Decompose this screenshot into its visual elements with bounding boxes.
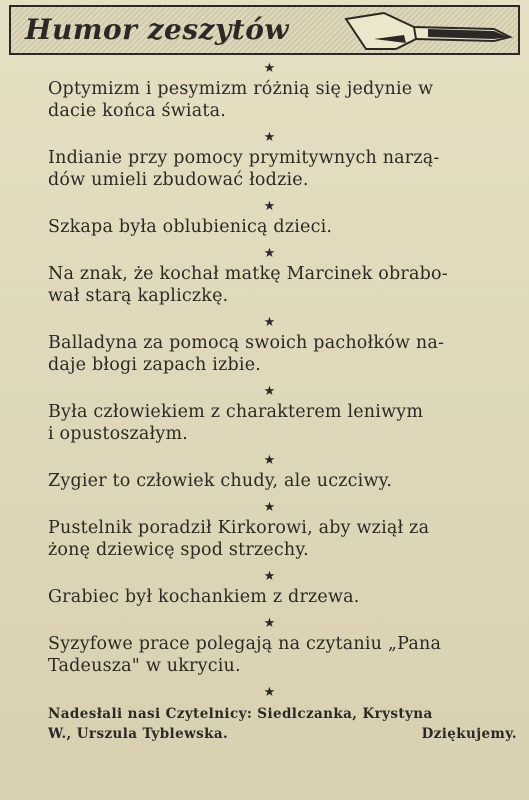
separator-star-icon: ★ — [263, 616, 276, 631]
joke-item — [48, 586, 517, 608]
joke-line: Była człowiekiem z charakterem leniwym — [48, 402, 424, 422]
joke-item — [48, 332, 517, 376]
credits-thanks: Dziękujemy. — [421, 726, 517, 742]
joke-line: i opustoszałym. — [48, 424, 189, 444]
joke-item — [48, 401, 517, 445]
separator-star-icon: ★ — [263, 685, 276, 700]
credits-names: W., Urszula Tyblewska. — [48, 726, 229, 742]
joke-item — [48, 147, 517, 191]
joke-line: wał starą kapliczkę. — [48, 286, 229, 306]
column-header — [9, 5, 520, 55]
joke-line: Balladyna za pomocą swoich pachołków na- — [48, 333, 445, 353]
joke-item — [48, 470, 517, 492]
separator-star-icon: ★ — [263, 130, 276, 145]
reader-credits — [48, 704, 517, 744]
joke-line: Indianie przy pomocy prymitywnych narzą- — [48, 148, 440, 168]
credits-line-2 — [48, 724, 517, 744]
joke-item — [48, 517, 517, 561]
joke-line: Tadeusza" w ukryciu. — [48, 656, 241, 676]
joke-line: Na znak, że kochał matkę Marcinek obrabo- — [48, 264, 448, 284]
jokes-list — [40, 62, 517, 744]
joke-line: Grabiec był kochankiem z drzewa. — [48, 587, 360, 607]
separator-star-icon: ★ — [263, 453, 276, 468]
joke-line: dów umieli zbudować łodzie. — [48, 170, 309, 190]
joke-item — [48, 633, 517, 677]
joke-line: daje błogi zapach izbie. — [48, 355, 262, 375]
separator-star-icon: ★ — [263, 61, 276, 76]
joke-item — [48, 78, 517, 122]
separator-star-icon: ★ — [263, 384, 276, 399]
joke-line: Optymizm i pesymizm różnią się jedynie w — [48, 79, 434, 99]
column-title: Humor zeszytów — [25, 13, 289, 46]
joke-line: dacie końca świata. — [48, 101, 226, 121]
credits-line-1: Nadesłali nasi Czytelnicy: Siedlczanka, Krystyna — [48, 706, 433, 722]
separator-star-icon: ★ — [263, 246, 276, 261]
joke-line: Zygier to człowiek chudy, ale uczciwy. — [48, 471, 393, 491]
joke-line: Pustelnik poradził Kirkorowi, aby wziął za — [48, 518, 430, 538]
joke-line: Szkapa była oblubienicą dzieci. — [48, 217, 333, 237]
separator-star-icon: ★ — [263, 199, 276, 214]
separator-star-icon: ★ — [263, 569, 276, 584]
joke-item — [48, 216, 517, 238]
pen-icon — [344, 9, 514, 53]
joke-line: Syzyfowe prace polegają na czytaniu „Pana — [48, 634, 442, 654]
joke-item — [48, 263, 517, 307]
joke-line: żonę dziewicę spod strzechy. — [48, 540, 309, 560]
separator-star-icon: ★ — [263, 500, 276, 515]
separator-star-icon: ★ — [263, 315, 276, 330]
